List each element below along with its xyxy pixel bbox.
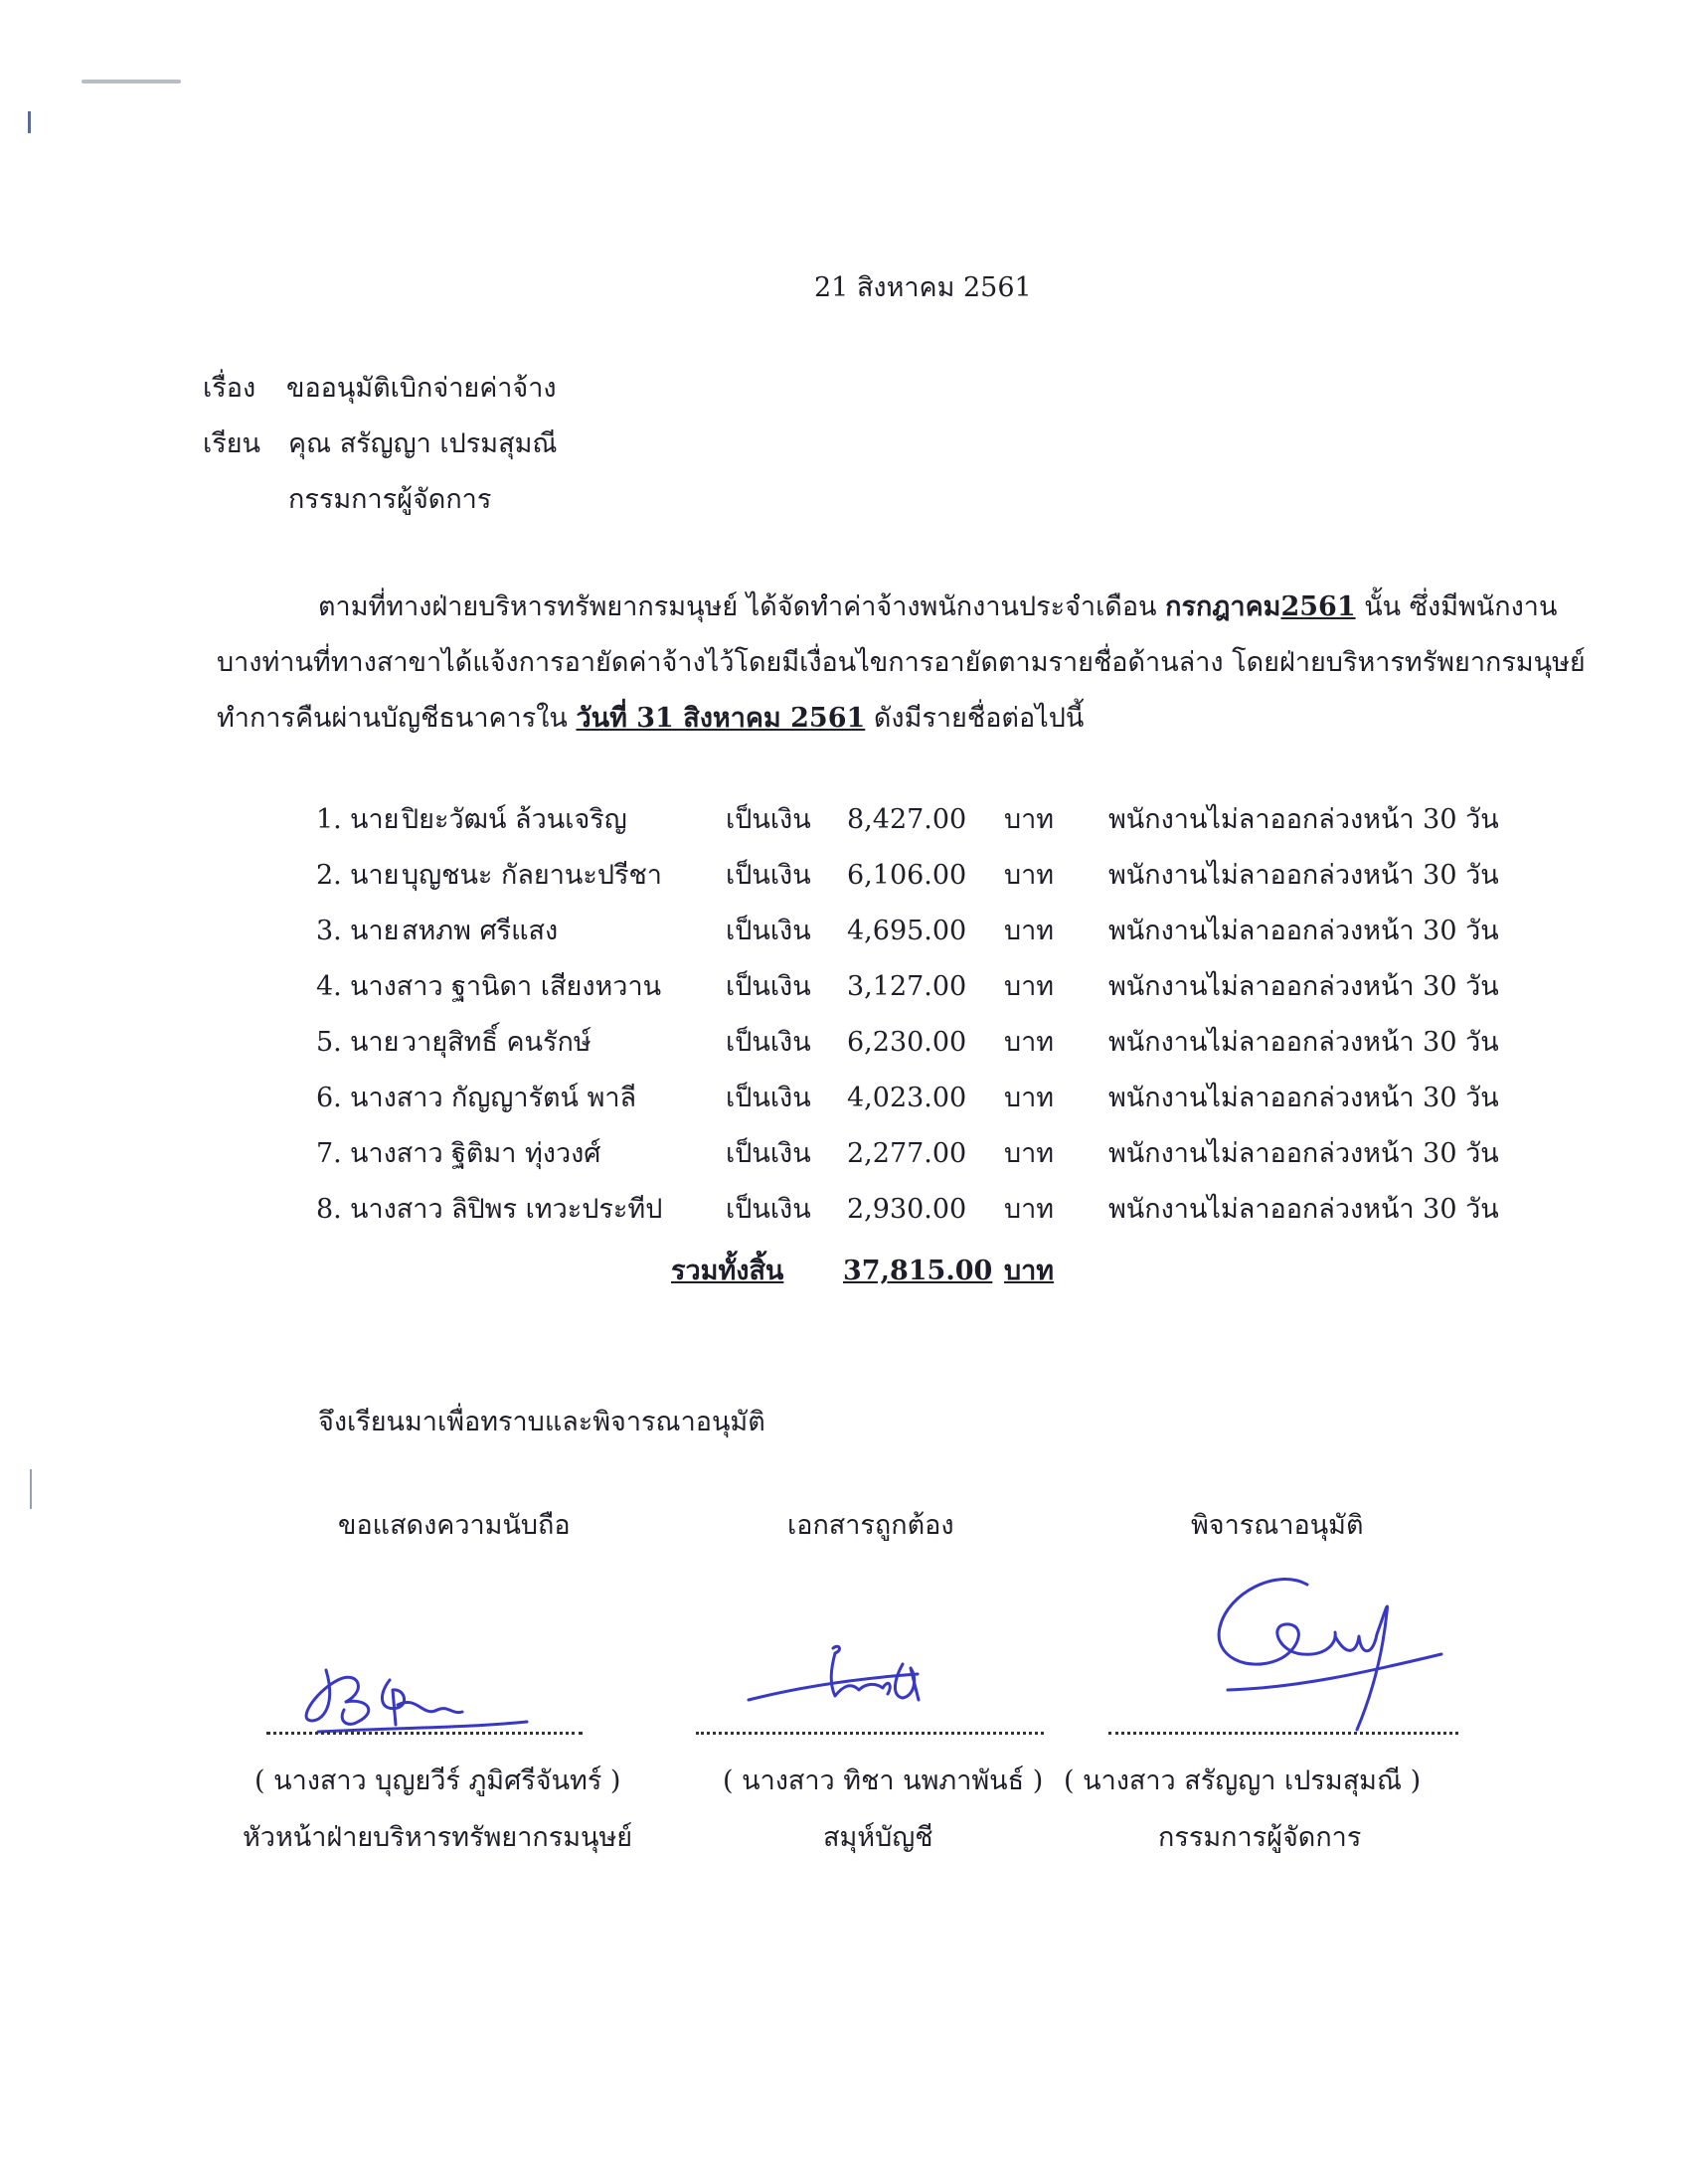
closing-text: จึงเรียนมาเพื่อทราบและพิจารณาอนุมัติ (318, 1407, 765, 1437)
amount-label: เป็นเงิน (726, 804, 811, 835)
body-month: กรกฎาคม (1165, 591, 1281, 622)
currency-unit: บาท (1004, 1083, 1055, 1113)
employee-name: ฐิติมา ทุ่งวงศ์ (451, 1138, 601, 1169)
row-number: 4. (316, 971, 342, 1002)
deduction-reason: พนักงานไม่ลาออกล่วงหน้า 30 วัน (1108, 860, 1499, 891)
employee-amount: 6,230.00 (847, 1027, 967, 1058)
list-item (0, 1193, 1688, 1233)
row-number: 2. (316, 860, 342, 891)
total-amount: 37,815.00 (843, 1256, 993, 1286)
amount-label: เป็นเงิน (726, 1138, 811, 1169)
scan-mark (82, 80, 181, 84)
employee-name: ปิยะวัฒน์ ล้วนเจริญ (402, 804, 627, 835)
deduction-reason: พนักงานไม่ลาออกล่วงหน้า 30 วัน (1108, 1194, 1499, 1225)
to-label: เรียน (203, 428, 261, 459)
employee-title: นางสาว (350, 1138, 443, 1169)
employee-name: สหภพ ศรีแสง (402, 916, 559, 946)
signature-hr-drawing (298, 1650, 537, 1740)
deduction-reason: พนักงานไม่ลาออกล่วงหน้า 30 วัน (1108, 1027, 1499, 1058)
currency-unit: บาท (1004, 1027, 1055, 1058)
signature-heading-md: พิจารณาอนุมัติ (1191, 1510, 1364, 1541)
employee-title: นางสาว (350, 971, 443, 1002)
row-number: 7. (316, 1138, 342, 1169)
signatory-name-accountant: ( นางสาว ทิชา นพภาพันธ์ ) (723, 1765, 1044, 1796)
body-text: ดังมีรายชื่อต่อไปนี้ (865, 703, 1085, 734)
row-number: 5. (316, 1027, 342, 1058)
employee-amount: 8,427.00 (847, 804, 967, 835)
signatory-position-md: กรรมการผู้จัดการ (1158, 1822, 1362, 1853)
deduction-reason: พนักงานไม่ลาออกล่วงหน้า 30 วัน (1108, 804, 1499, 835)
employee-name: วายุสิทธิ์ คนรักษ์ (402, 1027, 591, 1058)
amount-label: เป็นเงิน (726, 1194, 811, 1225)
amount-label: เป็นเงิน (726, 916, 811, 946)
signature-line-accountant (696, 1732, 1044, 1735)
list-item (0, 1137, 1688, 1177)
signatory-name-hr: ( นางสาว บุญยวีร์ ภูมิศรีจันทร์ ) (254, 1765, 621, 1796)
signature-heading-hr: ขอแสดงความนับถือ (338, 1510, 571, 1541)
amount-label: เป็นเงิน (726, 1027, 811, 1058)
row-number: 1. (316, 804, 342, 835)
deduction-reason: พนักงานไม่ลาออกล่วงหน้า 30 วัน (1108, 1083, 1499, 1113)
amount-label: เป็นเงิน (726, 971, 811, 1002)
employee-name: ลิปิพร เทวะประทีป (451, 1194, 663, 1225)
scan-edge-mark (28, 111, 31, 133)
signature-line-md (1108, 1732, 1458, 1735)
body-text: ตามที่ทางฝ่ายบริหารทรัพยากรมนุษย์ ได้จัดทำค่าจ้างพนักงานประจำเดือน (318, 591, 1166, 622)
employee-amount: 6,106.00 (847, 860, 967, 891)
employee-name: กัญญารัตน์ พาลี (451, 1083, 637, 1113)
row-number: 8. (316, 1194, 342, 1225)
body-return-date: วันที่ 31 สิงหาคม 2561 (576, 703, 866, 734)
row-number: 3. (316, 916, 342, 946)
employee-amount: 2,930.00 (847, 1194, 967, 1225)
amount-label: เป็นเงิน (726, 860, 811, 891)
employee-title: นาย (350, 1027, 400, 1058)
list-item (0, 859, 1688, 899)
body-line-1 (318, 590, 1557, 624)
signature-line-hr (266, 1732, 583, 1735)
signature-heading-accountant: เอกสารถูกต้อง (787, 1510, 954, 1541)
employee-amount: 2,277.00 (847, 1138, 967, 1169)
list-item (0, 803, 1688, 843)
signatory-position-hr: หัวหน้าฝ่ายบริหารทรัพยากรมนุษย์ (243, 1822, 633, 1853)
signatory-name-md: ( นางสาว สรัญญา เปรมสุมณี ) (1064, 1765, 1422, 1796)
currency-unit: บาท (1004, 804, 1055, 835)
currency-unit: บาท (1004, 1138, 1055, 1169)
list-item (0, 915, 1688, 954)
signature-accountant-drawing (744, 1638, 972, 1718)
employee-title: นางสาว (350, 1194, 443, 1225)
body-year: 2561 (1280, 591, 1356, 622)
deduction-reason: พนักงานไม่ลาออกล่วงหน้า 30 วัน (1108, 971, 1499, 1002)
employee-name: ฐานิดา เสียงหวาน (451, 971, 662, 1002)
total-label: รวมทั้งสิ้น (671, 1256, 784, 1286)
employee-title: นางสาว (350, 1083, 443, 1113)
deduction-reason: พนักงานไม่ลาออกล่วงหน้า 30 วัน (1108, 916, 1499, 946)
employee-amount: 3,127.00 (847, 971, 967, 1002)
list-item (0, 1082, 1688, 1121)
employee-name: บุญชนะ กัลยานะปรีชา (402, 860, 662, 891)
employee-title: นาย (350, 860, 400, 891)
body-text: นั้น ซึ่งมีพนักงาน (1355, 591, 1558, 622)
to-title: กรรมการผู้จัดการ (288, 484, 492, 515)
to-name: คุณ สรัญญา เปรมสุมณี (288, 428, 558, 459)
currency-unit: บาท (1004, 860, 1055, 891)
currency-unit: บาท (1004, 971, 1055, 1002)
signature-md-drawing (1208, 1573, 1466, 1747)
employee-title: นาย (350, 804, 400, 835)
letter-date: 21 สิงหาคม 2561 (814, 272, 1032, 303)
signatory-position-accountant: สมุห์บัญชี (823, 1822, 933, 1853)
list-item (0, 970, 1688, 1010)
total-unit: บาท (1004, 1256, 1055, 1286)
currency-unit: บาท (1004, 1194, 1055, 1225)
body-line-2: บางท่านที่ทางสาขาได้แจ้งการอายัดค่าจ้างไว้โดยมีเงื่อนไขการอายัดตามรายชื่อด้านล่าง โดยฝ่ายบริหารทรัพยากรมนุษย์ (217, 647, 1586, 678)
body-text: ทำการคืนผ่านบัญชีธนาคารใน (217, 703, 577, 734)
employee-amount: 4,695.00 (847, 916, 967, 946)
body-line-3 (217, 702, 1084, 736)
deduction-reason: พนักงานไม่ลาออกล่วงหน้า 30 วัน (1108, 1138, 1499, 1169)
subject-text: ขออนุมัติเบิกจ่ายค่าจ้าง (286, 373, 557, 404)
employee-amount: 4,023.00 (847, 1083, 967, 1113)
row-number: 6. (316, 1083, 342, 1113)
employee-title: นาย (350, 916, 400, 946)
subject-label: เรื่อง (203, 373, 256, 404)
amount-label: เป็นเงิน (726, 1083, 811, 1113)
scan-edge-mark (30, 1469, 32, 1509)
list-item (0, 1026, 1688, 1066)
currency-unit: บาท (1004, 916, 1055, 946)
